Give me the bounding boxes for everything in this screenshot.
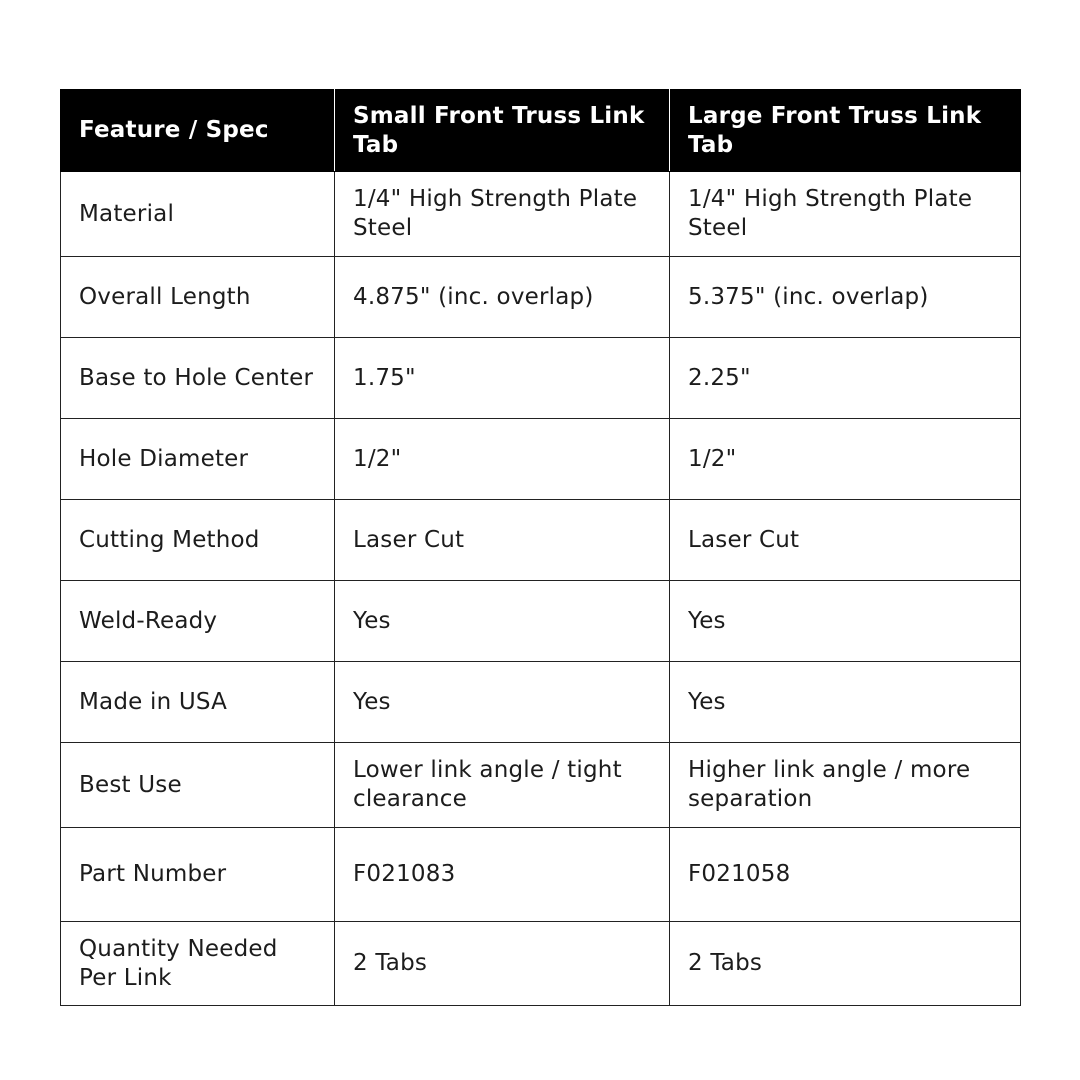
feature-cell: Overall Length [61,257,335,338]
large-tab-cell: 2 Tabs [670,922,1021,1006]
large-tab-cell: Yes [670,581,1021,662]
table-header [61,90,1021,172]
feature-cell: Base to Hole Center [61,338,335,419]
small-tab-cell: 1.75" [335,338,670,419]
table-row [61,662,1021,743]
feature-cell: Part Number [61,828,335,922]
table-row [61,419,1021,500]
feature-cell: Material [61,172,335,257]
large-tab-cell: Yes [670,662,1021,743]
large-tab-cell: F021058 [670,828,1021,922]
small-tab-cell: Yes [335,662,670,743]
table-row [61,257,1021,338]
large-tab-cell: 1/2" [670,419,1021,500]
feature-cell: Best Use [61,743,335,828]
column-header-large-tab: Large Front Truss Link Tab [670,90,1021,172]
small-tab-cell: F021083 [335,828,670,922]
table-row [61,743,1021,828]
table-row [61,922,1021,1006]
feature-cell: Cutting Method [61,500,335,581]
feature-cell: Hole Diameter [61,419,335,500]
column-header-small-tab: Small Front Truss Link Tab [335,90,670,172]
small-tab-cell: 2 Tabs [335,922,670,1006]
large-tab-cell: Laser Cut [670,500,1021,581]
table-row [61,338,1021,419]
column-header-feature: Feature / Spec [61,90,335,172]
small-tab-cell: 1/2" [335,419,670,500]
feature-cell: Quantity Needed Per Link [61,922,335,1006]
feature-cell: Made in USA [61,662,335,743]
table-row [61,500,1021,581]
small-tab-cell: 1/4" High Strength Plate Steel [335,172,670,257]
small-tab-cell: Lower link angle / tight clearance [335,743,670,828]
table-body [61,172,1021,1006]
header-row [61,90,1021,172]
spec-comparison-table [60,89,1021,1006]
table-row [61,828,1021,922]
table-row [61,172,1021,257]
large-tab-cell: 2.25" [670,338,1021,419]
large-tab-cell: 5.375" (inc. overlap) [670,257,1021,338]
large-tab-cell: Higher link angle / more separation [670,743,1021,828]
small-tab-cell: Laser Cut [335,500,670,581]
table-row [61,581,1021,662]
small-tab-cell: 4.875" (inc. overlap) [335,257,670,338]
small-tab-cell: Yes [335,581,670,662]
feature-cell: Weld-Ready [61,581,335,662]
large-tab-cell: 1/4" High Strength Plate Steel [670,172,1021,257]
